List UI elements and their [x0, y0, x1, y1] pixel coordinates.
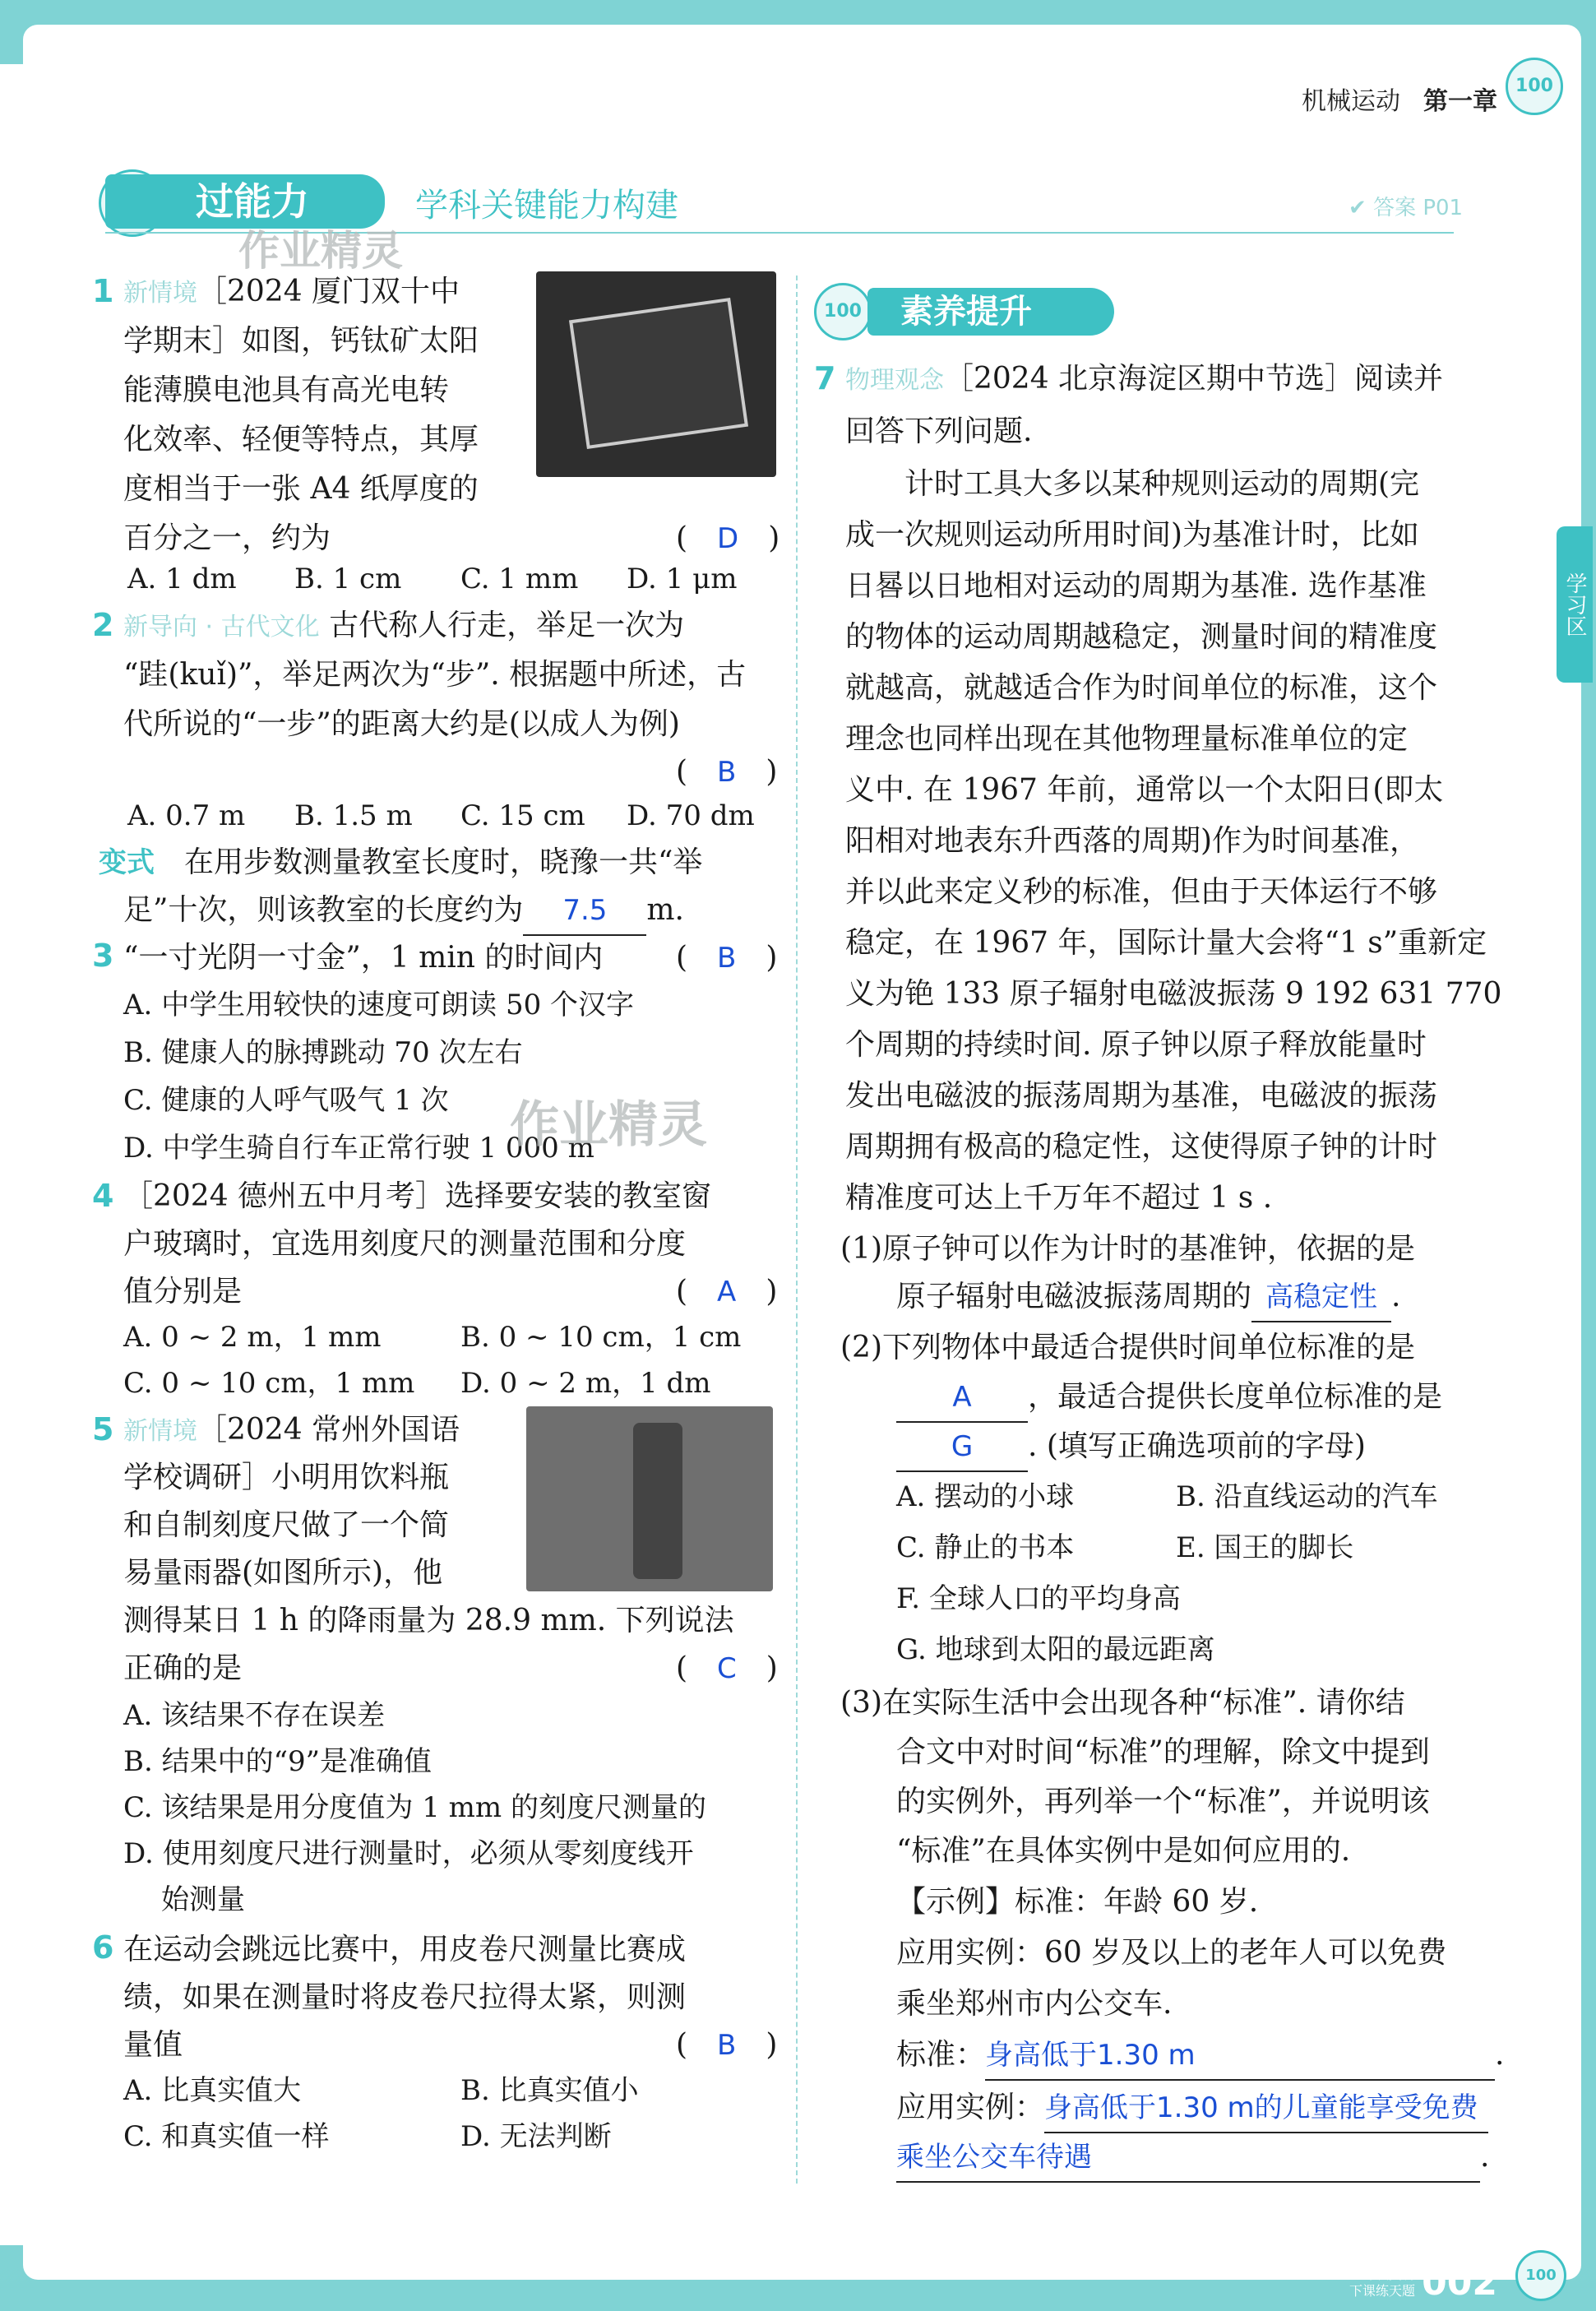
subquestion-text: ，最适合提供长度单位标准的是	[1028, 1380, 1443, 1414]
q2-line: 代所说的“一步”的距离大约是(以成人为例)	[123, 707, 680, 741]
q1-line: 度相当于一张 A4 纸厚度的	[123, 472, 479, 506]
option: D. 使用刻度尺进行测量时，必须从零刻度线开	[123, 1837, 694, 1870]
example-line: 应用实例：60 岁及以上的老年人可以免费	[896, 1936, 1447, 1970]
option: B. 结果中的“9”是准确值	[123, 1745, 432, 1778]
variant-text: 在用步数测量教室长度时，晓豫一共“举	[184, 845, 703, 879]
option: D. 70 dm	[627, 799, 755, 832]
q2-line: “跬(kuǐ)”，举足两次为“步”. 根据题中所述，古	[123, 658, 747, 692]
literacy-banner: 素养提升	[867, 288, 1114, 336]
q6-line: 在运动会跳远比赛中，用皮卷尺测量比赛成	[123, 1933, 687, 1966]
answer: A	[717, 1276, 737, 1308]
question-tag: 新情境	[123, 1417, 197, 1446]
option: A. 中学生用较快的速度可朗读 50 个汉字	[123, 989, 635, 1021]
option: B. 1.5 m	[294, 799, 413, 832]
subquestion: (3)在实际生活中会出现各种“标准”. 请你结	[840, 1686, 1405, 1720]
q5-line: 正确的是	[123, 1651, 243, 1685]
rain-gauge-photo	[526, 1406, 773, 1591]
question-tag: 新情境	[123, 279, 197, 308]
passage-line: 义为铯 133 原子辐射电磁波振荡 9 192 631 770	[845, 977, 1502, 1011]
variant-text: 足”十次，则该教室的长度约为	[123, 893, 524, 927]
slogan-line: 下课练天题	[1349, 2283, 1415, 2299]
option: A. 该结果不存在误差	[123, 1699, 386, 1732]
section-title: 机械运动	[1302, 87, 1400, 116]
watermark: 作业精灵	[238, 227, 403, 275]
subquestion: “标准”在具体实例中是如何应用的.	[896, 1834, 1351, 1868]
q5-line	[123, 1406, 460, 1456]
option: D. 无法判断	[460, 2120, 612, 2153]
page-number: 002	[1422, 2262, 1497, 2304]
subquestion: 的实例外，再列举一个“标准”，并说明该	[896, 1785, 1430, 1818]
option: C. 和真实值一样	[123, 2120, 330, 2153]
section-subtitle: 学科关键能力构建	[415, 187, 678, 225]
option: A. 比真实值大	[123, 2074, 302, 2107]
watermark: 作业精灵	[510, 1096, 707, 1154]
q5-line: 学校调研］小明用饮料瓶	[123, 1461, 450, 1494]
option: B. 1 cm	[294, 563, 402, 595]
q1-line: 学期末］如图，钙钛矿太阳	[123, 324, 479, 358]
solar-film-photo	[536, 271, 776, 477]
subquestion	[896, 1423, 1366, 1472]
passage-line: 的物体的运动周期越稳定，测量时间的精准度	[845, 620, 1438, 654]
subquestion-text: . (填写正确选项前的字母)	[1028, 1429, 1366, 1463]
option: F. 全球人口的平均身高	[896, 1582, 1181, 1615]
answer-bracket: ( B )	[676, 2028, 778, 2062]
option: D. 0 ~ 2 m，1 dm	[460, 1367, 711, 1400]
option: B. 健康人的脉搏跳动 70 次左右	[123, 1036, 523, 1069]
passage-line: 义中. 在 1967 年前，通常以一个太阳日(即太	[845, 773, 1444, 807]
standard-line: 标准：身高低于1.30 m .	[896, 2031, 1504, 2081]
passage-line: 就越高，就越适合作为时间单位的标准，这个	[845, 671, 1438, 705]
question-number: 3	[92, 938, 114, 974]
answer-reference: ✔ 答案 P01	[1349, 196, 1464, 220]
mascot-logo-icon: 100	[1506, 58, 1563, 115]
variant-label: 变式	[99, 846, 155, 879]
q6-line: 绩，如果在测量时将皮卷尺拉得太紧，则测	[123, 1980, 687, 2014]
passage-line: 日晷以日地相对运动的周期为基准. 选作基准	[845, 569, 1427, 603]
application-line: 乘坐公交车待遇 .	[896, 2133, 1489, 2183]
q1-line	[123, 268, 460, 317]
answer-bracket: ( B )	[676, 755, 778, 789]
passage-line: 个周期的持续时间. 原子钟以原子释放能量时	[845, 1028, 1427, 1062]
subquestion	[896, 1373, 1442, 1423]
q6-line: 量值	[123, 2028, 183, 2062]
option: C. 健康的人呼气吸气 1 次	[123, 1084, 449, 1117]
subquestion: 原子辐射电磁波振荡周期的 高稳定性 .	[896, 1273, 1400, 1322]
passage-line: 阳相对地表东升西落的周期)作为时间基准，	[845, 824, 1420, 858]
q7-text: ［2024 北京海淀区期中节选］阅读并	[944, 362, 1444, 396]
q4-line: ［2024 德州五中月考］选择要安装的教室窗	[123, 1179, 712, 1213]
option: 始测量	[161, 1883, 245, 1916]
fill-answer: 身高低于1.30 m	[985, 2031, 1495, 2081]
q5-line: 易量雨器(如图所示)，他	[123, 1556, 443, 1590]
q4-line: 户玻璃时，宜选用刻度尺的测量范围和分度	[123, 1227, 687, 1261]
answer-bracket: ( B )	[676, 941, 778, 975]
q5-text: ［2024 常州外国语	[197, 1413, 460, 1447]
question-tag: 新导向 · 古代文化	[123, 613, 320, 641]
option: G. 地球到太阳的最远距离	[896, 1633, 1215, 1666]
option: E. 国王的脚长	[1176, 1531, 1354, 1564]
variant-line	[99, 839, 702, 887]
mascot-logo-icon: 100	[814, 283, 872, 340]
fill-answer: 身高低于1.30 m的儿童能享受免费	[1044, 2084, 1488, 2133]
passage-line: 精准度可达上千万年不超过 1 s .	[845, 1181, 1273, 1215]
application-line	[896, 2084, 1488, 2133]
answer: D	[717, 522, 739, 555]
subquestion: (1)原子钟可以作为计时的基准钟，依据的是	[840, 1232, 1415, 1266]
q2-line	[123, 602, 684, 651]
question-number: 1	[92, 273, 114, 309]
option: B. 比真实值小	[460, 2074, 639, 2107]
slogan-line: 上课认真听	[1349, 2267, 1415, 2282]
option: A. 摆动的小球	[896, 1480, 1075, 1513]
question-number: 2	[92, 607, 114, 643]
passage-line: 发出电磁波的振荡周期为基准，电磁波的振荡	[845, 1079, 1438, 1113]
fill-answer: 乘坐公交车待遇	[896, 2133, 1480, 2183]
standard-label: 标准：	[896, 2038, 986, 2072]
question-number: 4	[92, 1178, 114, 1214]
bottle	[633, 1423, 682, 1579]
option: C. 该结果是用分度值为 1 mm 的刻度尺测量的	[123, 1791, 706, 1824]
chapter-header	[1302, 81, 1497, 117]
answer: C	[717, 1652, 737, 1685]
question-number: 5	[92, 1411, 114, 1447]
example-line: 【示例】标准：年龄 60 岁.	[896, 1885, 1259, 1919]
fill-answer: 7.5	[523, 887, 646, 936]
variant-unit: m.	[646, 893, 684, 927]
subquestion: (2)下列物体中最适合提供时间单位标准的是	[840, 1331, 1415, 1364]
answer: B	[717, 2029, 737, 2062]
passage-line: 计时工具大多以某种规则运动的周期(完	[904, 467, 1420, 501]
option: C. 1 mm	[460, 563, 579, 595]
column-divider	[796, 276, 798, 2184]
q5-line: 测得某日 1 h 的降雨量为 28.9 mm. 下列说法	[123, 1604, 734, 1637]
q4-line: 值分别是	[123, 1275, 243, 1308]
option: B. 沿直线运动的汽车	[1176, 1480, 1438, 1513]
footer-slogan	[1349, 2267, 1415, 2299]
fill-answer: A	[896, 1373, 1028, 1423]
q2-text: 古代称人行走，举足一次为	[329, 609, 685, 642]
subquestion-text: 原子辐射电磁波振荡周期的	[896, 1280, 1252, 1313]
application-label: 应用实例：	[896, 2091, 1045, 2124]
q1-line: 百分之一，约为	[123, 521, 331, 555]
passage-line: 理念也同样出现在其他物理量标准单位的定	[845, 722, 1409, 756]
passage-line: 成一次规则运动所用时间)为基准计时，比如	[845, 518, 1420, 552]
question-tag: 物理观念	[845, 366, 944, 395]
answer-bracket: ( C )	[676, 1651, 778, 1685]
passage-line: 周期拥有极高的稳定性，这使得原子钟的计时	[845, 1130, 1438, 1164]
q7-line	[845, 355, 1443, 405]
passage-line: 稳定，在 1967 年，国际计量大会将“1 s”重新定	[845, 926, 1487, 960]
answer-bracket: ( A )	[676, 1275, 778, 1308]
q3-stem: “一寸光阴一寸金”，1 min 的时间内	[123, 941, 604, 975]
question-number: 6	[92, 1929, 114, 1966]
option: C. 0 ~ 10 cm，1 mm	[123, 1367, 415, 1400]
mascot-logo-icon: 100	[1515, 2250, 1566, 2301]
answer: B	[717, 756, 737, 789]
side-tab[interactable]: 学习区	[1557, 526, 1593, 683]
option: A. 0.7 m	[127, 799, 246, 832]
answer-bracket: ( D )	[676, 521, 780, 555]
option: C. 15 cm	[460, 799, 585, 832]
q7-line: 回答下列问题.	[845, 414, 1033, 448]
q1-line: 能薄膜电池具有高光电转	[123, 373, 450, 407]
solar-panel	[569, 298, 748, 449]
example-line: 乘坐郑州市内公交车.	[896, 1987, 1173, 2021]
q1-text: ［2024 厦门双十中	[197, 275, 460, 308]
subquestion: 合文中对时间“标准”的理解，除文中提到	[896, 1735, 1430, 1769]
option: C. 静止的书本	[896, 1531, 1075, 1564]
fill-answer: G	[896, 1423, 1028, 1472]
answer: B	[717, 942, 737, 975]
option: D. 1 μm	[627, 563, 738, 595]
question-number: 7	[814, 360, 836, 396]
chapter-title: 第一章	[1423, 87, 1497, 116]
option: B. 0 ~ 10 cm，1 cm	[460, 1321, 742, 1354]
variant-line	[123, 887, 684, 936]
q1-line: 化效率、轻便等特点，其厚	[123, 423, 479, 456]
passage-line: 并以此来定义秒的标准，但由于天体运行不够	[845, 875, 1438, 909]
option: A. 1 dm	[127, 563, 237, 595]
answer-ref-text: 答案 P01	[1373, 196, 1464, 220]
option: D. 中学生骑自行车正常行驶 1 000 m	[123, 1132, 594, 1165]
q5-line: 和自制刻度尺做了一个简	[123, 1508, 450, 1542]
section-banner: 过能力	[105, 174, 385, 229]
option: A. 0 ~ 2 m，1 mm	[123, 1321, 382, 1354]
fill-answer: 高稳定性	[1251, 1273, 1391, 1322]
